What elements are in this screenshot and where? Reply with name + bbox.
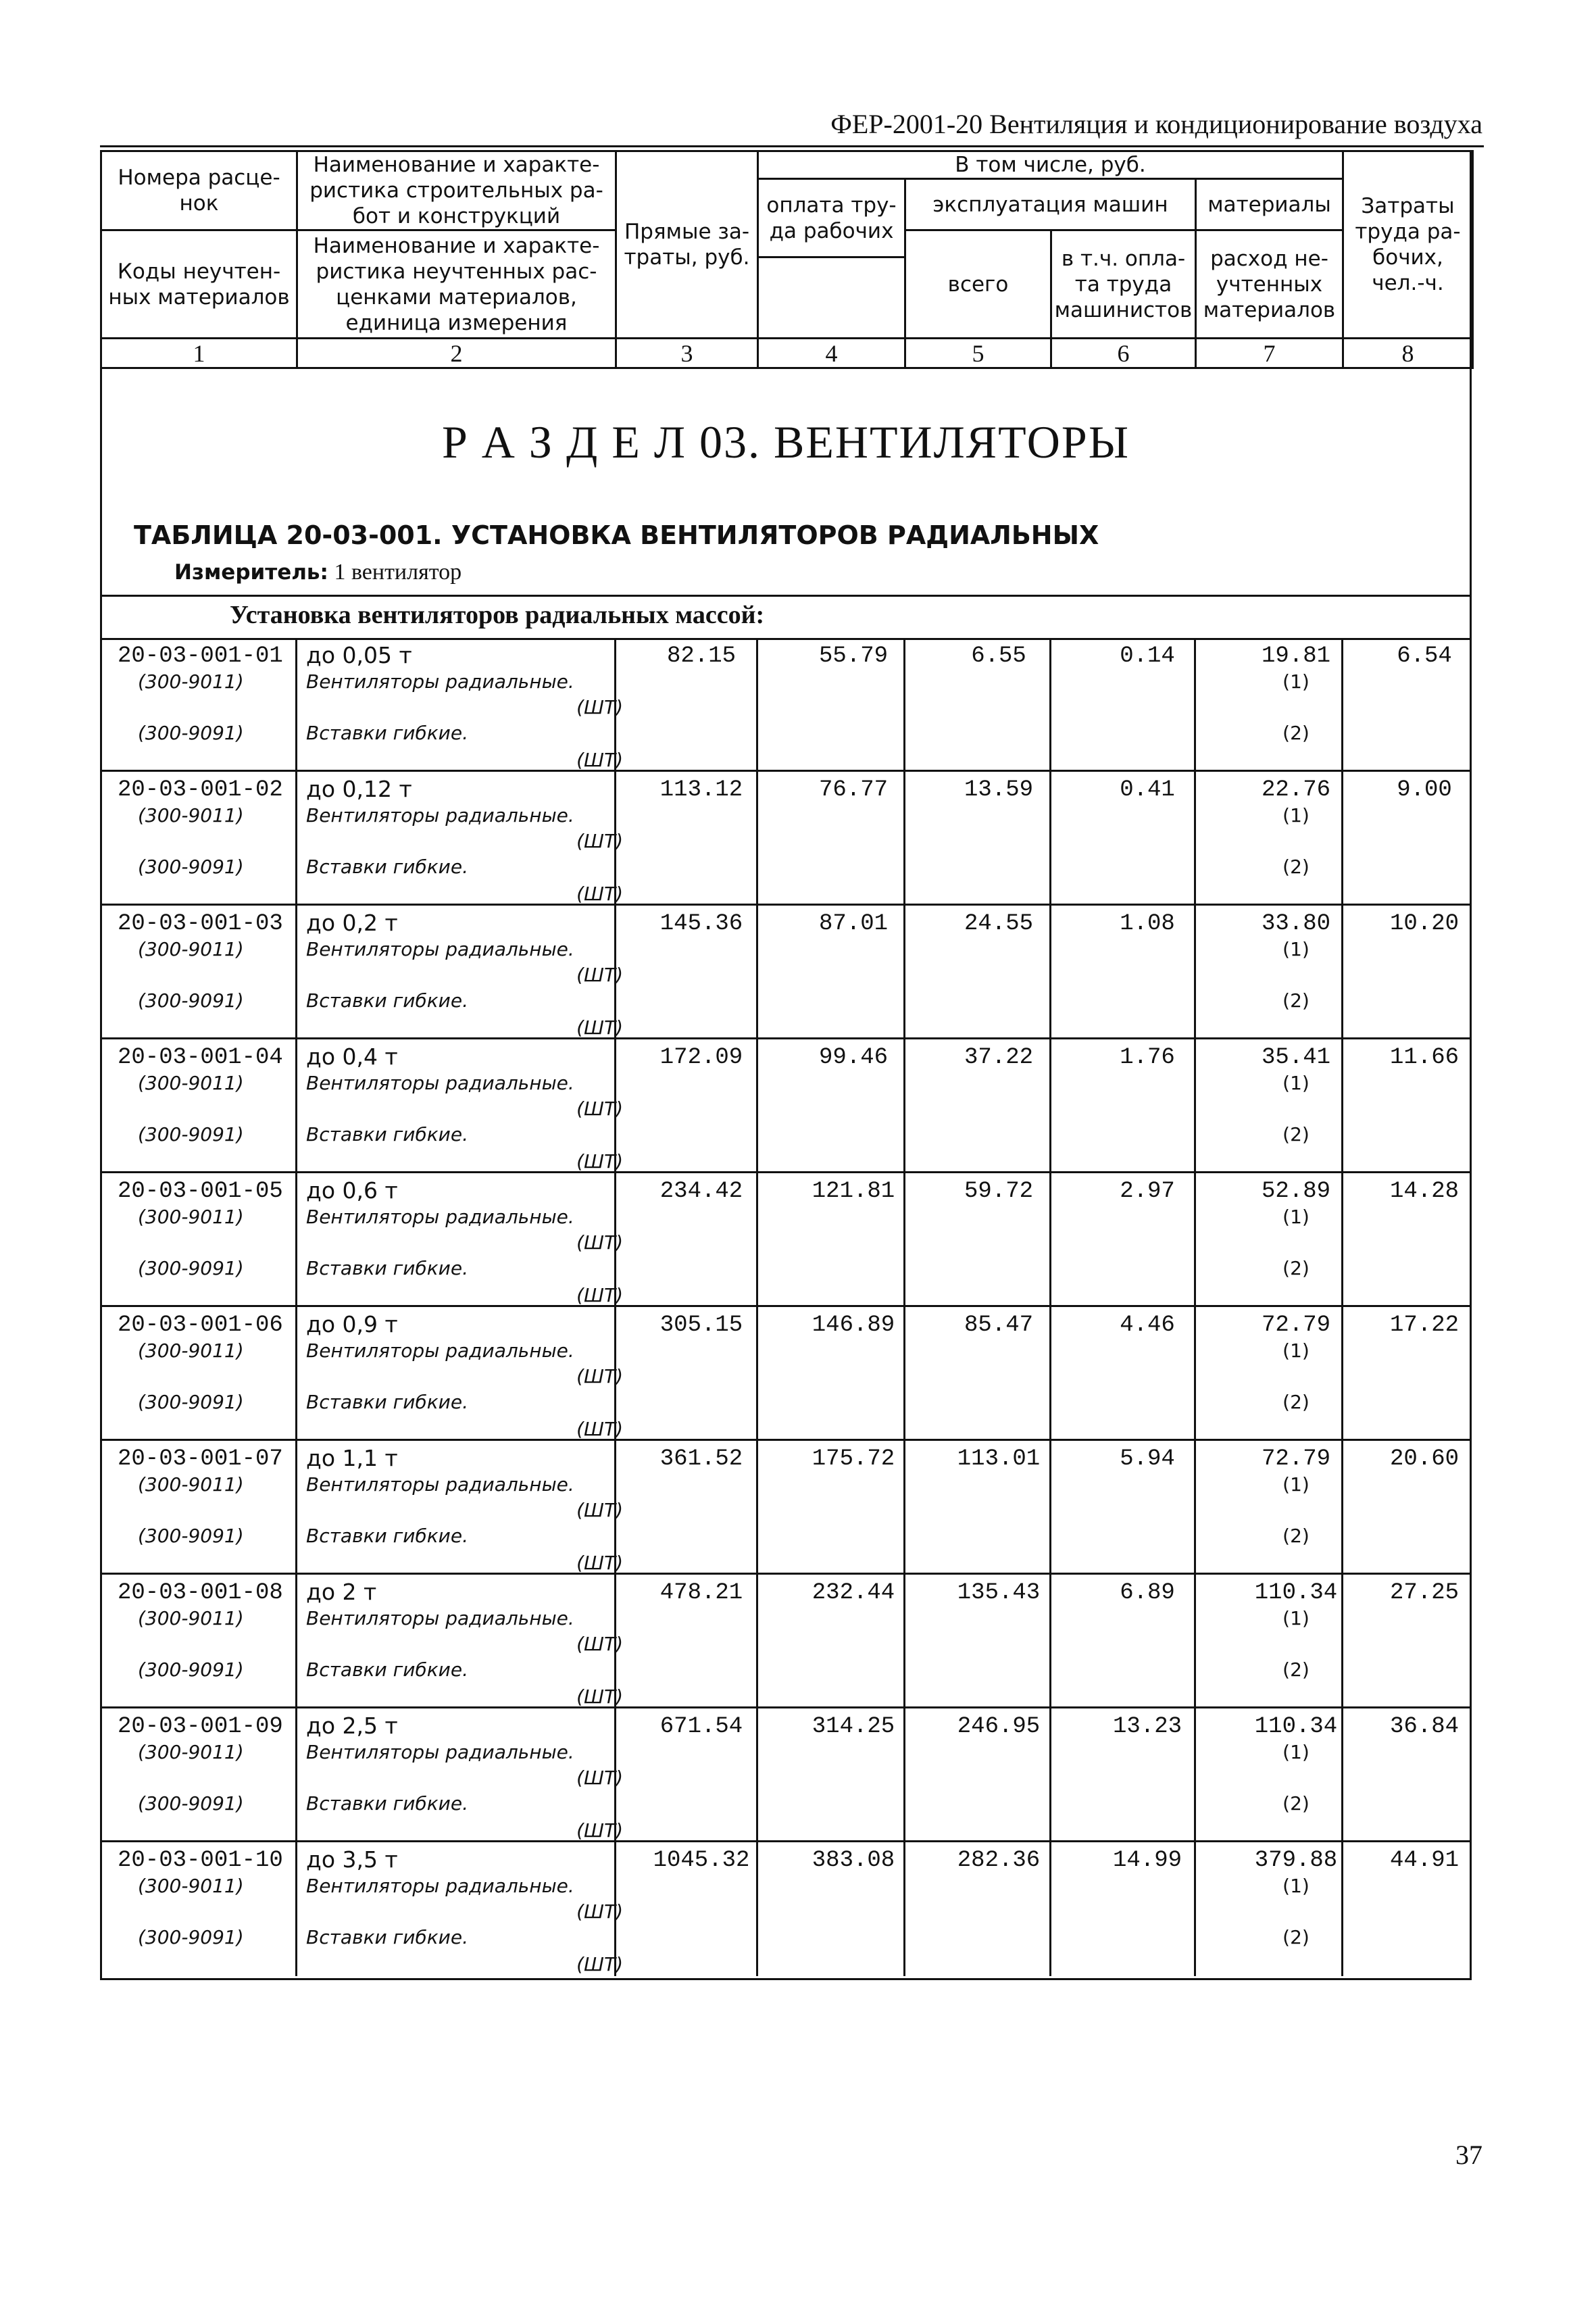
unit-label: (ШТ) [576,964,623,986]
header-labor-pay: оплата тру-да рабочих [758,179,905,257]
header-material-name: Наименование и характе-ристика неучтенных рас-ценками материалов, единица измерения [297,230,616,339]
value-mach-total: 6.55 [971,643,1026,669]
material-name: Вставки гибкие. [306,1926,468,1948]
material-code: (300-9091) [138,1658,244,1681]
unit-label: (ШТ) [576,1418,623,1440]
work-name: до 0,9 т [306,1311,398,1337]
material-name: Вентиляторы радиальные. [306,670,574,693]
table-row [100,638,1472,772]
header-labor-pay-cont [758,257,905,339]
value-direct: 234.42 [659,1179,743,1204]
header-unaccounted-materials: расход не-учтенных материалов [1196,230,1343,339]
rate-code: 20-03-001-02 [118,777,283,803]
value-mach-labor: 0.14 [1120,643,1175,669]
material-name: Вентиляторы радиальные. [306,804,574,827]
table-row [100,1708,1472,1842]
column-divider [756,1307,758,1439]
table-row [100,1307,1472,1441]
value-materials: 110.34 [1254,1714,1338,1740]
table-row [100,906,1472,1039]
work-name: до 0,12 т [306,776,412,802]
running-head: ФЕР-2001-20 Вентиляция и кондиционирование воздуха [830,109,1482,139]
material-ref: (1) [1282,1473,1310,1496]
meter-label: Измеритель: [174,560,328,585]
work-name: до 0,05 т [306,642,412,668]
header-materials: материалы [1196,179,1343,230]
unit-label: (ШТ) [576,1953,623,1975]
value-mach-total: 246.95 [957,1714,1041,1740]
rate-code: 20-03-001-09 [118,1714,283,1740]
value-hours: 11.66 [1389,1045,1460,1070]
material-code: (300-9011) [138,1072,244,1094]
value-materials: 72.79 [1261,1312,1331,1338]
header-table [100,150,1474,369]
rate-code: 20-03-001-05 [118,1179,283,1204]
value-direct: 671.54 [659,1714,743,1740]
material-code: (300-9011) [138,1206,244,1228]
work-name: до 3,5 т [306,1846,398,1873]
material-ref: (1) [1282,938,1310,960]
work-name: до 1,1 т [306,1445,398,1471]
value-labor: 314.25 [812,1714,895,1740]
material-name: Вставки гибкие. [306,1525,468,1547]
value-labor: 99.46 [818,1045,889,1070]
material-name: Вентиляторы радиальные. [306,1339,574,1362]
value-materials: 19.81 [1261,643,1331,669]
column-divider [295,906,297,1037]
material-ref: (2) [1282,1391,1310,1413]
column-number: 1 [101,339,297,368]
column-divider [295,1708,297,1840]
value-labor: 121.81 [812,1179,895,1204]
material-name: Вставки гибкие. [306,1658,468,1681]
material-name: Вентиляторы радиальные. [306,1741,574,1763]
value-mach-labor: 1.08 [1120,911,1175,937]
material-ref: (2) [1282,1123,1310,1146]
unit-label: (ШТ) [576,1819,623,1842]
value-materials: 52.89 [1261,1179,1331,1204]
table-row [100,1173,1472,1307]
value-mach-labor: 0.41 [1120,777,1175,803]
work-name: до 2,5 т [306,1713,398,1739]
value-materials: 379.88 [1254,1848,1338,1873]
column-divider [756,1039,758,1171]
value-direct: 113.12 [659,777,743,803]
material-ref: (1) [1282,1339,1310,1362]
rate-code: 20-03-001-04 [118,1045,283,1070]
column-divider [756,1575,758,1706]
material-name: Вентиляторы радиальные. [306,1072,574,1094]
value-mach-labor: 1.76 [1120,1045,1175,1070]
column-divider [295,1842,297,1976]
value-hours: 6.54 [1397,643,1452,669]
value-labor: 76.77 [818,777,889,803]
value-mach-labor: 5.94 [1120,1446,1175,1472]
column-number: 2 [297,339,616,368]
rate-code: 20-03-001-06 [118,1312,283,1338]
material-code: (300-9091) [138,1792,244,1815]
material-ref: (2) [1282,1525,1310,1547]
value-hours: 27.25 [1389,1580,1460,1606]
unit-label: (ШТ) [576,1365,623,1387]
material-name: Вентиляторы радиальные. [306,1206,574,1228]
header-direct-costs: Прямые за-траты, руб. [616,151,758,339]
material-ref: (2) [1282,1658,1310,1681]
value-labor: 232.44 [812,1580,895,1606]
material-ref: (1) [1282,1206,1310,1228]
material-code: (300-9091) [138,722,244,744]
column-divider [295,1173,297,1305]
work-name: до 0,2 т [306,910,398,936]
unit-label: (ШТ) [576,1767,623,1789]
unit-label: (ШТ) [576,1685,623,1708]
unit-label: (ШТ) [576,883,623,905]
unit-label: (ШТ) [576,1284,623,1306]
header-including: В том числе, руб. [758,151,1343,179]
column-divider [756,1441,758,1573]
material-ref: (1) [1282,1875,1310,1897]
meter-value: 1 вентилятор [334,560,462,585]
material-ref: (1) [1282,670,1310,693]
material-code: (300-9091) [138,1391,244,1413]
table-row [100,1441,1472,1575]
value-direct: 172.09 [659,1045,743,1070]
column-number: 4 [758,339,905,368]
header-machinist-pay: в т.ч. опла-та труда машинистов [1051,230,1196,339]
value-mach-labor: 6.89 [1120,1580,1175,1606]
material-code: (300-9011) [138,1741,244,1763]
column-divider [756,1708,758,1840]
material-ref: (2) [1282,989,1310,1012]
table-row [100,772,1472,906]
table-title: ТАБЛИЦА 20-03-001. УСТАНОВКА ВЕНТИЛЯТОРОВ РАДИАЛЬНЫХ [134,520,1099,550]
value-hours: 9.00 [1397,777,1452,803]
material-code: (300-9091) [138,1525,244,1547]
value-mach-total: 282.36 [957,1848,1041,1873]
column-divider [295,772,297,904]
material-name: Вентиляторы радиальные. [306,938,574,960]
column-number: 8 [1343,339,1473,368]
material-code: (300-9011) [138,1339,244,1362]
value-hours: 17.22 [1389,1312,1460,1338]
group-label: Установка вентиляторов радиальных массой: [230,601,765,629]
page-number: 37 [1455,2140,1482,2170]
unit-label: (ШТ) [576,749,623,771]
column-divider [756,1173,758,1305]
value-hours: 14.28 [1389,1179,1460,1204]
rate-rows [100,638,1472,1976]
rate-code: 20-03-001-08 [118,1580,283,1606]
column-divider [756,1842,758,1976]
material-ref: (2) [1282,1926,1310,1948]
unit-label: (ШТ) [576,1231,623,1254]
value-mach-total: 13.59 [964,777,1034,803]
material-name: Вставки гибкие. [306,856,468,878]
rate-code: 20-03-001-01 [118,643,283,669]
material-ref: (1) [1282,1741,1310,1763]
value-materials: 35.41 [1261,1045,1331,1070]
material-ref: (1) [1282,1607,1310,1629]
value-hours: 36.84 [1389,1714,1460,1740]
unit-label: (ШТ) [576,1633,623,1655]
material-ref: (2) [1282,856,1310,878]
column-divider [295,1307,297,1439]
material-name: Вставки гибкие. [306,1391,468,1413]
value-hours: 10.20 [1389,911,1460,937]
material-name: Вставки гибкие. [306,989,468,1012]
unit-label: (ШТ) [576,1150,623,1173]
material-code: (300-9091) [138,1257,244,1279]
value-hours: 44.91 [1389,1848,1460,1873]
value-mach-total: 85.47 [964,1312,1034,1338]
material-code: (300-9011) [138,1875,244,1897]
material-code: (300-9091) [138,989,244,1012]
value-hours: 20.60 [1389,1446,1460,1472]
material-code: (300-9011) [138,1607,244,1629]
rate-code: 20-03-001-03 [118,911,283,937]
header-rate-number: Номера расце-нок [101,151,297,230]
material-name: Вентиляторы радиальные. [306,1875,574,1897]
header-work-name: Наименование и характе-ристика строительных ра-бот и конструкций [297,151,616,230]
value-materials: 33.80 [1261,911,1331,937]
material-ref: (1) [1282,1072,1310,1094]
material-name: Вставки гибкие. [306,722,468,744]
value-direct: 361.52 [659,1446,743,1472]
column-number: 5 [905,339,1051,368]
work-name: до 2 т [306,1579,377,1605]
unit-label: (ШТ) [576,830,623,852]
header-machines: эксплуатация машин [905,179,1196,230]
unit-label: (ШТ) [576,1552,623,1574]
header-machines-total: всего [905,230,1051,339]
value-mach-labor: 2.97 [1120,1179,1175,1204]
unit-label: (ШТ) [576,1098,623,1120]
material-ref: (1) [1282,804,1310,827]
value-mach-total: 135.43 [957,1580,1041,1606]
table-row [100,1842,1472,1976]
value-labor: 87.01 [818,911,889,937]
material-ref: (2) [1282,722,1310,744]
rate-code: 20-03-001-07 [118,1446,283,1472]
column-divider [295,638,297,770]
material-code: (300-9091) [138,856,244,878]
table-row [100,1575,1472,1708]
value-direct: 305.15 [659,1312,743,1338]
unit-label: (ШТ) [576,696,623,718]
value-mach-total: 37.22 [964,1045,1034,1070]
column-divider [295,1575,297,1706]
work-name: до 0,6 т [306,1177,398,1204]
material-name: Вставки гибкие. [306,1257,468,1279]
column-number: 6 [1051,339,1196,368]
unit-label: (ШТ) [576,1016,623,1039]
column-number: 3 [616,339,758,368]
unit-label: (ШТ) [576,1900,623,1923]
meter-rule [100,595,1472,597]
material-name: Вентиляторы радиальные. [306,1607,574,1629]
material-code: (300-9091) [138,1123,244,1146]
value-direct: 145.36 [659,911,743,937]
material-name: Вентиляторы радиальные. [306,1473,574,1496]
value-mach-labor: 14.99 [1112,1848,1182,1873]
section-title: Р А З Д Е Л 03. ВЕНТИЛЯТОРЫ [441,416,1130,468]
value-labor: 175.72 [812,1446,895,1472]
meter-line [174,560,462,585]
value-mach-total: 59.72 [964,1179,1034,1204]
value-labor: 55.79 [818,643,889,669]
material-code: (300-9091) [138,1926,244,1948]
value-direct: 478.21 [659,1580,743,1606]
column-divider [295,1039,297,1171]
rate-code: 20-03-001-10 [118,1848,283,1873]
value-materials: 22.76 [1261,777,1331,803]
material-code: (300-9011) [138,670,244,693]
material-name: Вставки гибкие. [306,1123,468,1146]
value-labor: 383.08 [812,1848,895,1873]
column-divider [756,906,758,1037]
table-row [100,1039,1472,1173]
work-name: до 0,4 т [306,1043,398,1070]
value-materials: 110.34 [1254,1580,1338,1606]
material-code: (300-9011) [138,1473,244,1496]
value-direct: 82.15 [666,643,737,669]
material-ref: (2) [1282,1257,1310,1279]
material-code: (300-9011) [138,804,244,827]
column-divider [756,638,758,770]
value-mach-total: 113.01 [957,1446,1041,1472]
unit-label: (ШТ) [576,1499,623,1521]
value-mach-total: 24.55 [964,911,1034,937]
material-ref: (2) [1282,1792,1310,1815]
value-mach-labor: 4.46 [1120,1312,1175,1338]
header-rule [100,145,1484,147]
value-direct: 1045.32 [653,1848,750,1873]
header-material-codes: Коды неучтен-ных материалов [101,230,297,339]
value-mach-labor: 13.23 [1112,1714,1182,1740]
column-number: 7 [1196,339,1343,368]
value-labor: 146.89 [812,1312,895,1338]
value-materials: 72.79 [1261,1446,1331,1472]
header-labor-hours: Затраты труда ра-бочих, чел.-ч. [1343,151,1473,339]
column-divider [295,1441,297,1573]
material-name: Вставки гибкие. [306,1792,468,1815]
material-code: (300-9011) [138,938,244,960]
column-divider [756,772,758,904]
